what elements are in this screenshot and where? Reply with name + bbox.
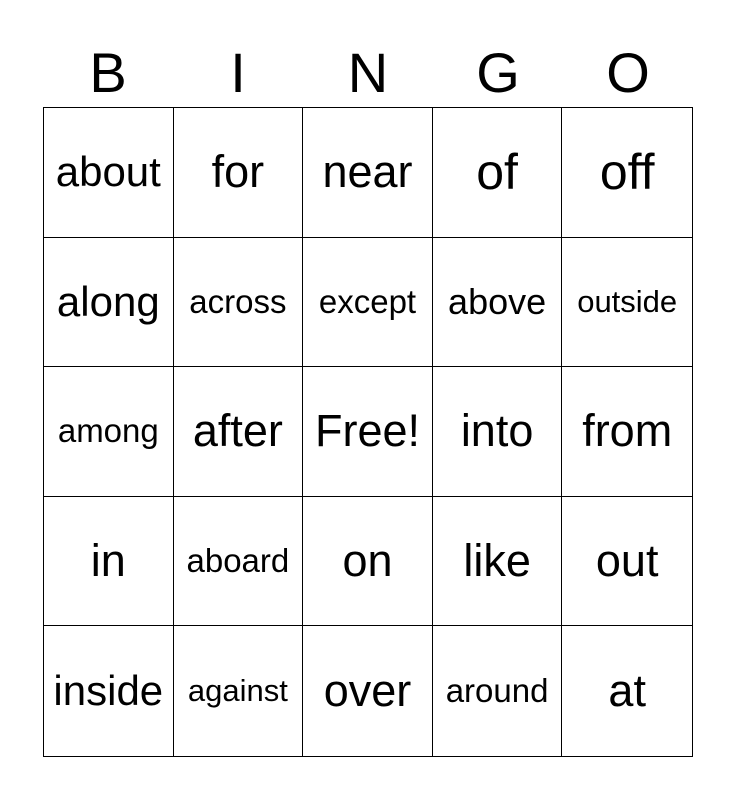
bingo-header <box>43 38 693 108</box>
bingo-cell: outside <box>562 238 692 368</box>
bingo-cell: on <box>303 497 433 627</box>
bingo-cell: across <box>174 238 304 368</box>
header-letter-n: N <box>347 41 389 104</box>
bingo-cell: over <box>303 626 433 756</box>
header-letter-o: O <box>606 41 650 104</box>
bingo-cell: off <box>562 108 692 238</box>
bingo-cell: for <box>174 108 304 238</box>
bingo-cell: except <box>303 238 433 368</box>
bingo-cell: in <box>44 497 174 627</box>
header-letter-g: G <box>476 41 520 104</box>
bingo-cell: at <box>608 665 646 717</box>
bingo-cell: like <box>433 497 563 627</box>
bingo-cell: inside <box>44 626 174 756</box>
bingo-cell: above <box>433 238 563 368</box>
bingo-cell: against <box>174 626 304 756</box>
bingo-cell: near <box>303 108 433 238</box>
header-letter-i: I <box>230 41 246 104</box>
bingo-cell: about <box>44 108 174 238</box>
bingo-cell: after <box>174 367 304 497</box>
bingo-cell: out <box>562 497 692 627</box>
bingo-cell: around <box>433 626 563 756</box>
header-letter-b: B <box>89 41 127 104</box>
bingo-cell: aboard <box>174 497 304 627</box>
bingo-cell: of <box>433 108 563 238</box>
bingo-cell-free: Free! <box>303 367 433 497</box>
bingo-cell: from <box>562 367 692 497</box>
bingo-cell: among <box>44 367 174 497</box>
bingo-board <box>43 107 693 757</box>
bingo-cell: along <box>44 238 174 368</box>
bingo-cell: into <box>433 367 563 497</box>
